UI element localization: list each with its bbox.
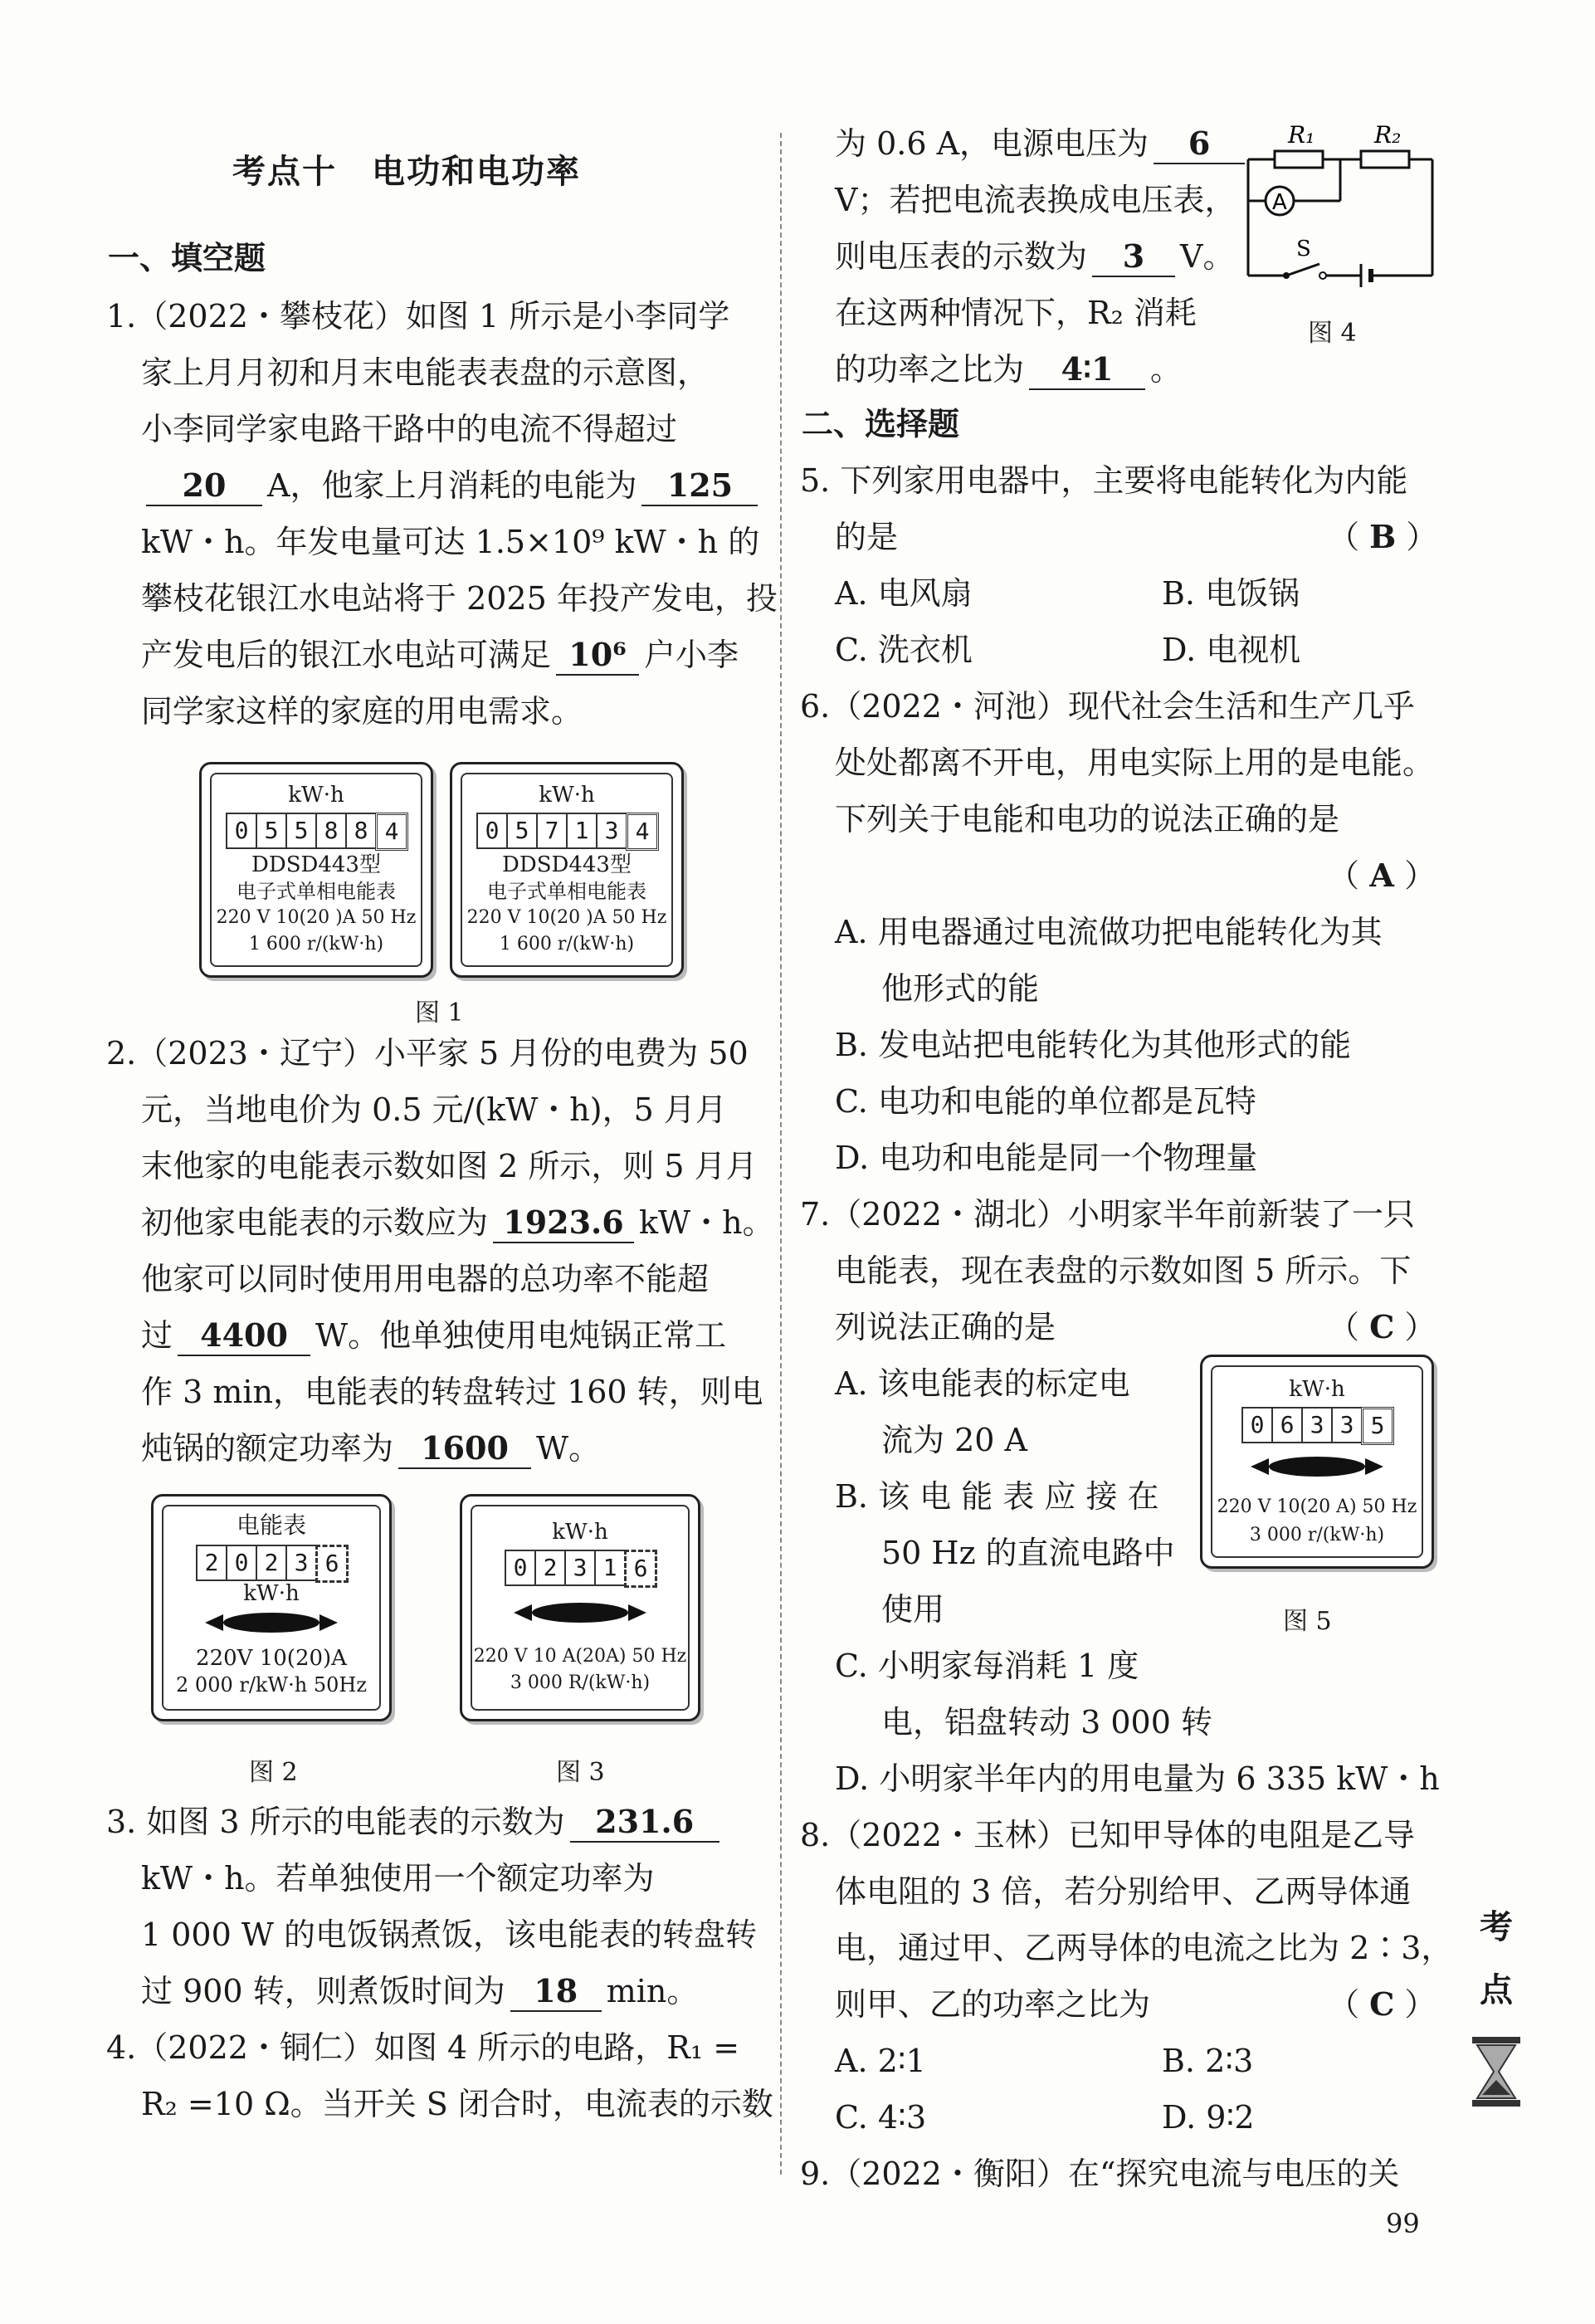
fig5-caption: 图 5: [1283, 1607, 1332, 1636]
page-number: 99: [1386, 2208, 1420, 2239]
answer-blank: 4400: [178, 1316, 310, 1356]
answer-bracket: （ B ）: [1328, 518, 1438, 555]
fig3-meter: kW·h 0 2 3 1 6 220 V 10 A(20A) 50 Hz 3 000 R/(kW·h): [460, 1494, 700, 1721]
answer-blank: 10⁶: [556, 636, 639, 676]
rotating-disc-icon: [512, 1596, 648, 1629]
answer-blank: 18: [510, 1972, 602, 2012]
ammeter-label: A: [1272, 190, 1287, 215]
meter-digits: 2 0 2 3 6: [196, 1545, 347, 1583]
section-fill-in: 一、填空题: [108, 239, 266, 276]
answer-bracket: （ C ）: [1328, 1985, 1436, 2023]
fig4-caption: 图 4: [1308, 319, 1357, 348]
page-title: 考点十 电功和电功率: [232, 152, 581, 191]
fig3-caption: 图 3: [556, 1758, 605, 1787]
answer-bracket: （ A ）: [1328, 857, 1436, 894]
answer-blank: 20: [146, 466, 262, 506]
r2-label: R₂: [1374, 121, 1402, 149]
answer-blank: 4∶1: [1029, 350, 1145, 390]
answer-blank: 231.6: [570, 1803, 719, 1843]
fig1-meter-left: kW·h 0 5 5 8 8 4 DDSD443型 电子式单相电能表 220 V 10(20 )A 50 Hz 1 600 r/(kW·h): [199, 762, 433, 978]
fig4-circuit-diagram: [1236, 113, 1444, 295]
answer-blank: 125: [641, 466, 758, 506]
fig2-meter: 电能表 2 0 2 3 6 kW·h 220V 10(20)A 2 000 r/kW·h 50Hz: [151, 1494, 392, 1721]
answer-blank: 1923.6: [493, 1204, 634, 1243]
fig2-caption: 图 2: [249, 1758, 298, 1787]
switch-label: S: [1296, 237, 1311, 261]
meter-digits: 0 2 3 1 6: [505, 1550, 656, 1588]
answer-blank: 6: [1154, 124, 1245, 164]
sidebar-tab-label-2: 点: [1480, 1970, 1513, 2009]
r1-label: R₁: [1288, 121, 1315, 149]
section-choice: 二、选择题: [802, 405, 960, 442]
sidebar-tab-label-1: 考: [1480, 1907, 1513, 1946]
hourglass-icon: [1471, 2035, 1522, 2108]
answer-blank: 1600: [398, 1429, 531, 1469]
fig5-meter: kW·h 0 6 3 3 5 220 V 10(20 A) 50 Hz 3 000 r/(kW·h): [1200, 1355, 1434, 1569]
question-9: 9.（2022・衡阳）在“探究电流与电压的关: [800, 2156, 1400, 2192]
fig1-meter-right: kW·h 0 5 7 1 3 4 DDSD443型 电子式单相电能表 220 V 10(20 )A 50 Hz 1 600 r/(kW·h): [450, 762, 684, 978]
meter-digits: 0 5 5 8 8 4: [226, 813, 407, 851]
meter-digits: 0 6 3 3 5: [1241, 1407, 1393, 1445]
answer-blank: 3: [1092, 237, 1175, 277]
rotating-disc-icon: [1249, 1450, 1385, 1483]
rotating-disc-icon: [203, 1606, 339, 1639]
answer-bracket: （ C ）: [1328, 1308, 1436, 1345]
column-divider: [780, 133, 782, 2175]
meter-digits: 0 5 7 1 3 4: [476, 813, 657, 851]
fig1-caption: 图 1: [415, 998, 464, 1028]
